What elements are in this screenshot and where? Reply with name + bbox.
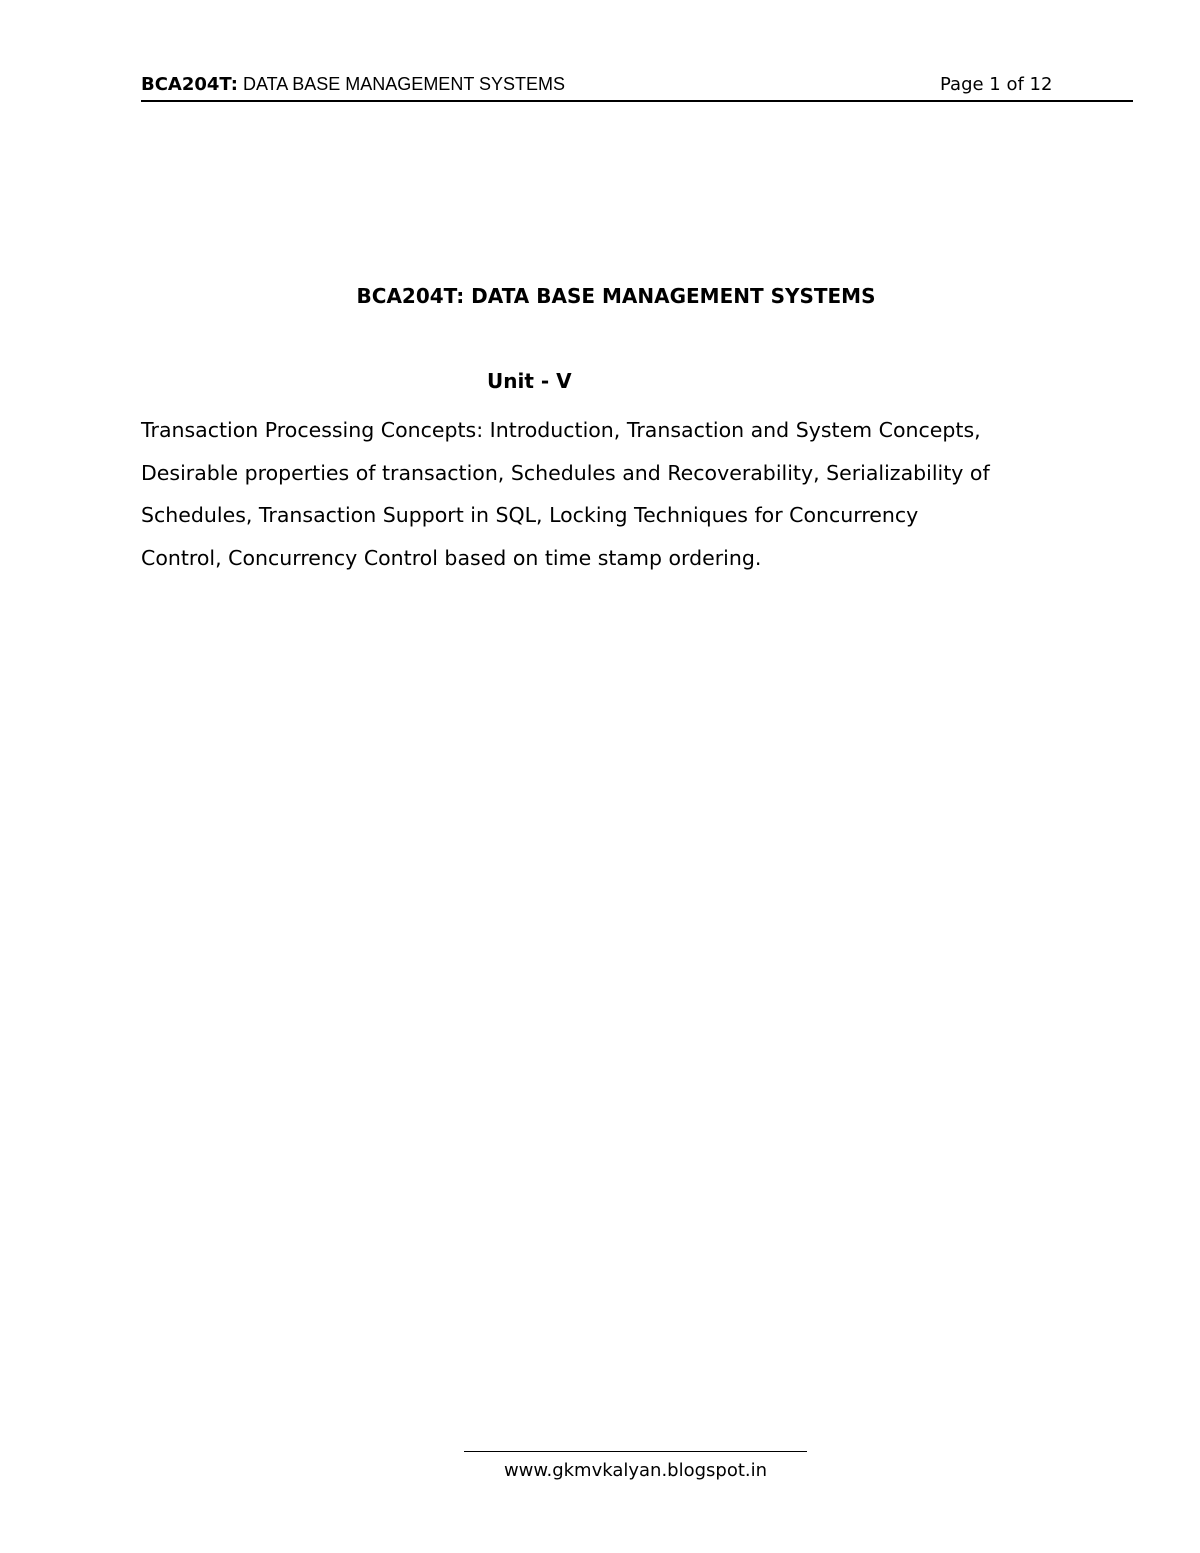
syllabus-line: Desirable properties of transaction, Schedules and Recoverability, Serializability of — [141, 460, 990, 485]
syllabus-line: Control, Concurrency Control based on time stamp ordering. — [141, 545, 762, 570]
unit-heading: Unit - V — [487, 369, 572, 393]
syllabus-paragraph — [141, 409, 1131, 579]
syllabus-line: Transaction Processing Concepts: Introduction, Transaction and System Concepts, — [141, 418, 981, 442]
header-course-title: DATA BASE MANAGEMENT SYSTEMS — [237, 74, 566, 94]
footer-url: www.gkmvkalyan.blogspot.in — [503, 1460, 768, 1481]
page-header — [141, 72, 1133, 102]
footer-divider — [464, 1451, 807, 1452]
syllabus-line: Schedules, Transaction Support in SQL, Locking Techniques for Concurrency — [141, 503, 919, 528]
document-title: BCA204T: DATA BASE MANAGEMENT SYSTEMS — [356, 284, 876, 308]
header-course — [141, 74, 565, 95]
header-course-code: BCA204T: — [141, 74, 238, 95]
page-number: Page 1 of 12 — [940, 74, 1053, 95]
